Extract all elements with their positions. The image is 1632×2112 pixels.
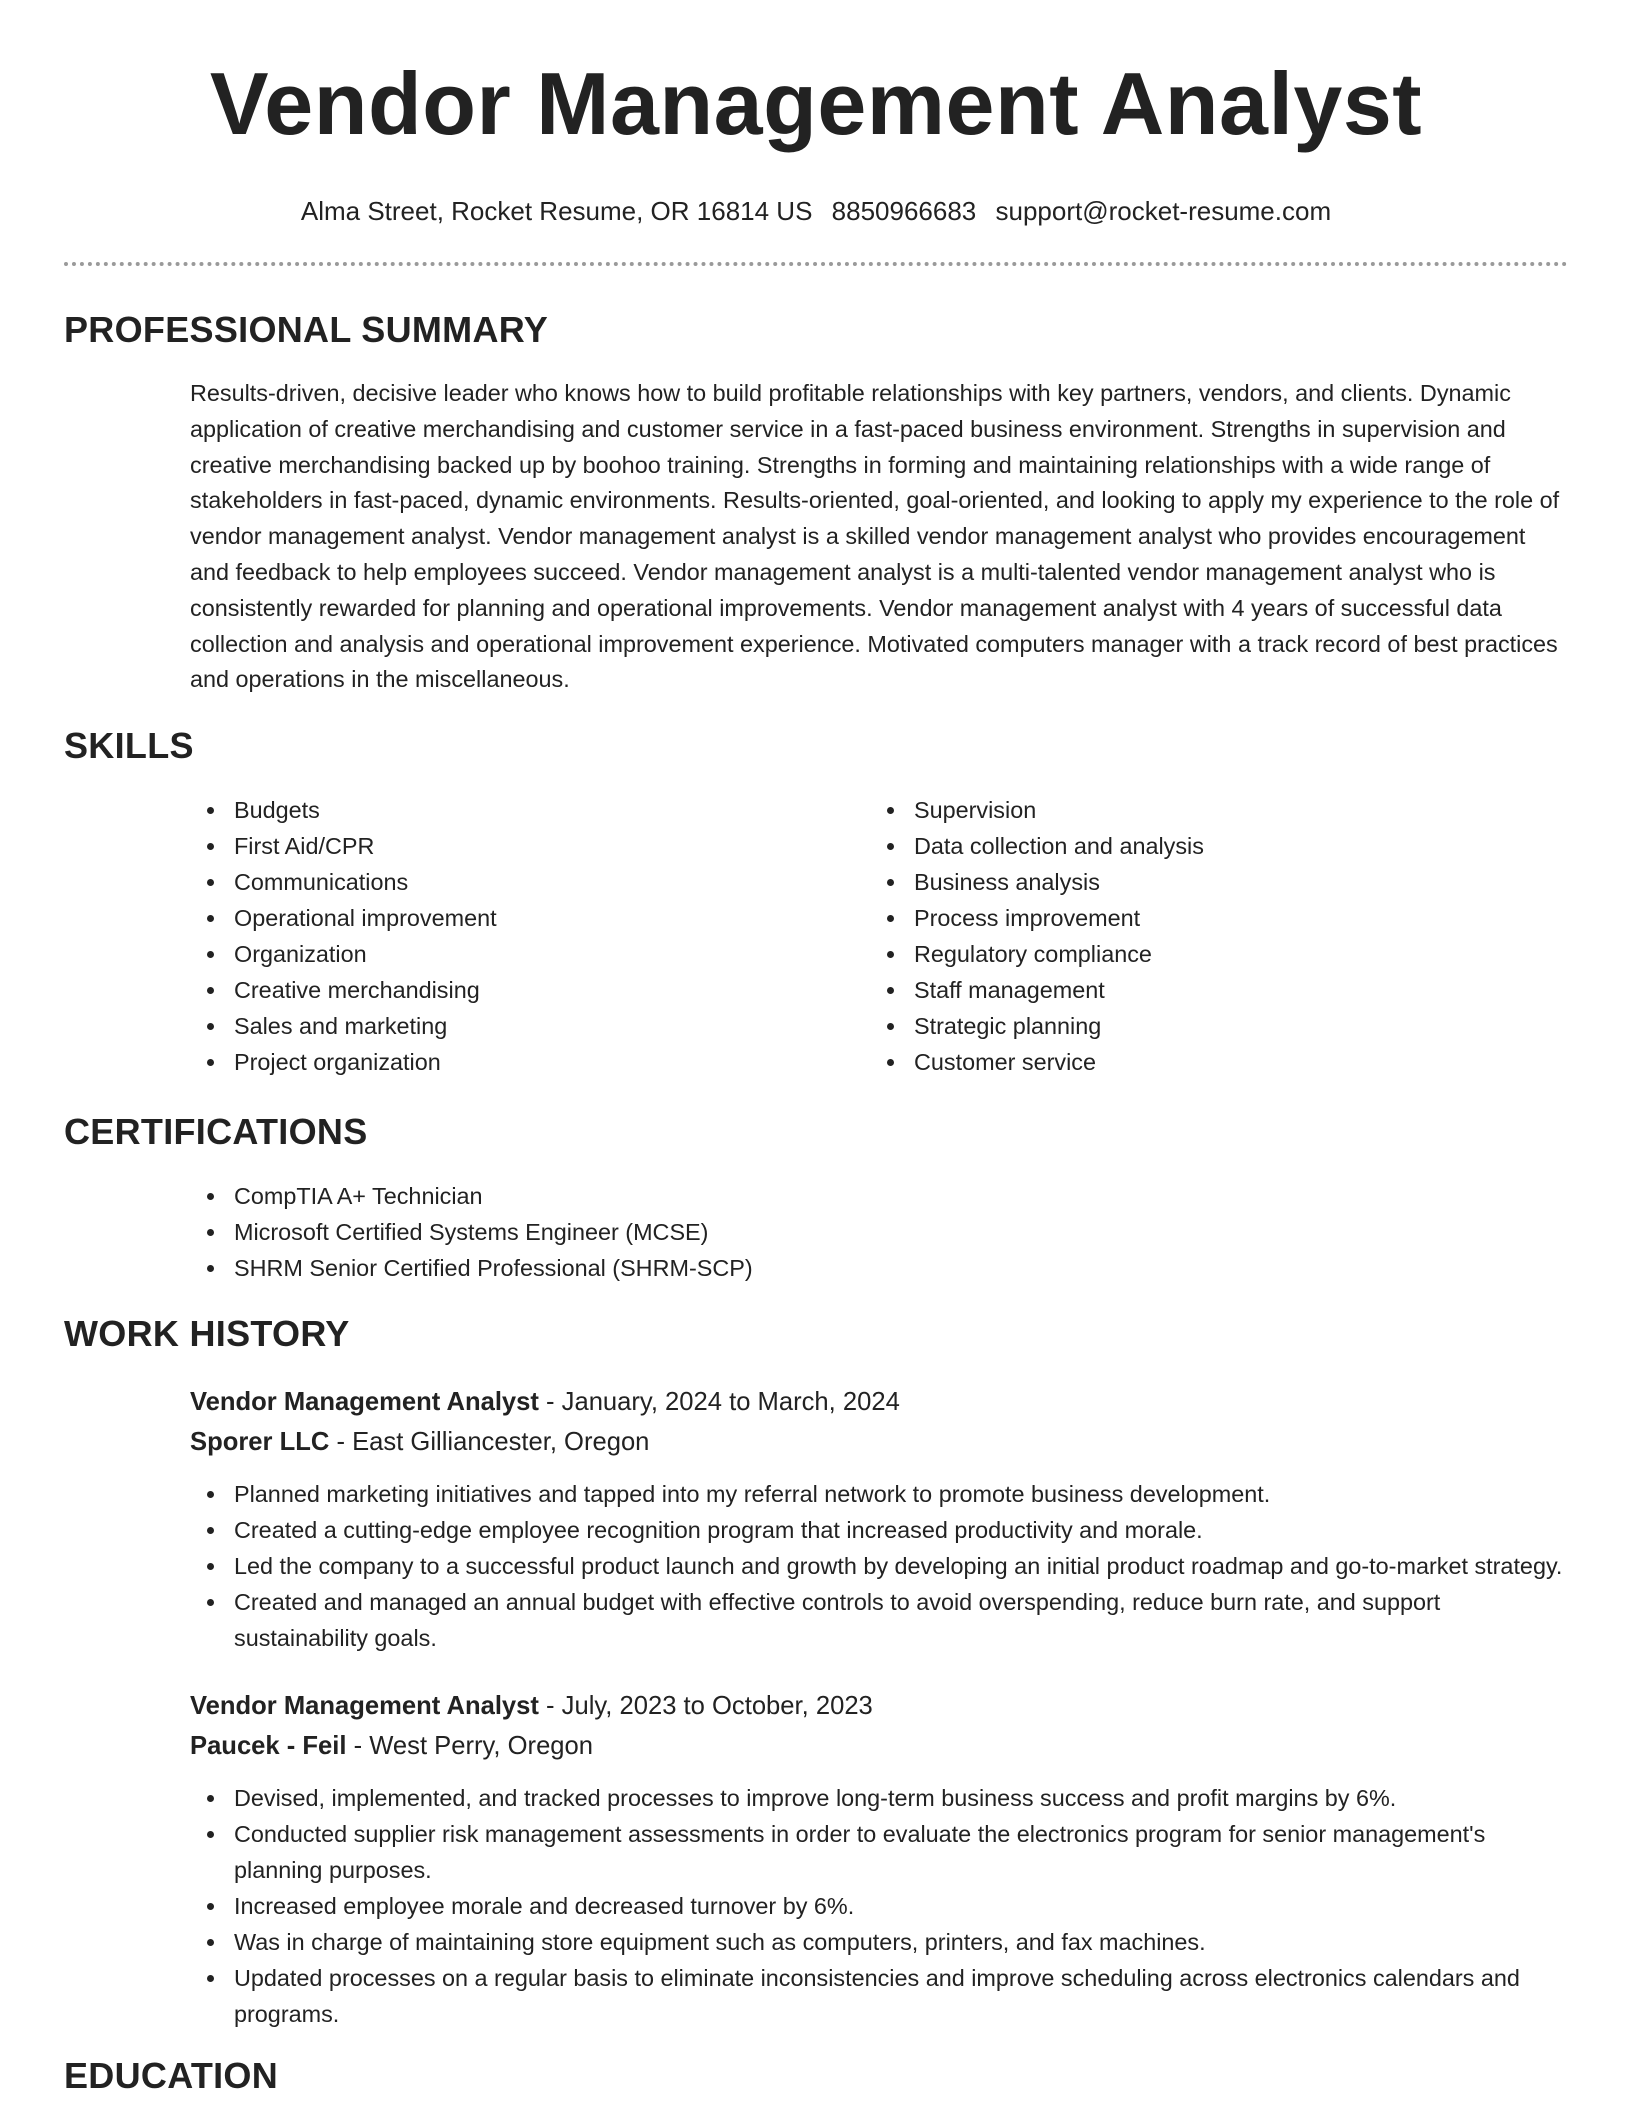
job-company: Sporer LLC <box>190 1428 330 1457</box>
summary-text: Results-driven, decisive leader who knows how to build profitable relationships with key partners, vendors, and clients. Dynamic application of creative merchandising and customer service in a fast-paced business environment. Strengths in supervision and creative merchandising backed up by boohoo training. Strengths in forming and maintaining relationships with a wide range of stakeholders in fast-paced, dynamic environments. Results-oriented, goal-oriented, and looking to apply my experience to the role of vendor management analyst. Vendor management analyst is a skilled vendor management analyst who provides encouragement and feedback to help employees succeed. Vendor management analyst is a multi-talented vendor management analyst who is consistently rewarded for planning and operational improvements. Vendor management analyst with 4 years of successful data collection and analysis and operational improvement experience. Motivated computers manager with a track record of best practices and operations in the miscellaneous. <box>190 380 1560 693</box>
header-divider <box>64 262 1568 266</box>
job-location: - West Perry, Oregon <box>346 1732 594 1761</box>
job-bullet: Created a cutting-edge employee recognition program that increased productivity and morale. <box>190 1512 1568 1548</box>
skill-item: Budgets <box>190 792 870 828</box>
job-bullet: Was in charge of maintaining store equipment such as computers, printers, and fax machines. <box>190 1924 1568 1960</box>
contact-email: support@rocket-resume.com <box>995 196 1332 226</box>
job-company-line <box>190 1726 1568 1766</box>
job-company-line <box>190 1422 1568 1462</box>
job-bullet: Increased employee morale and decreased turnover by 6%. <box>190 1888 1568 1924</box>
skill-item: Regulatory compliance <box>870 936 1550 972</box>
resume-title: Vendor Management Analyst <box>209 54 1423 153</box>
skill-item: Process improvement <box>870 900 1550 936</box>
job-bullet: Created and managed an annual budget with effective controls to avoid overspending, reduce burn rate, and support sustainability goals. <box>190 1584 1568 1656</box>
skills-column-left <box>190 792 870 1080</box>
skill-item: Creative merchandising <box>190 972 870 1008</box>
section-title-skills: SKILLS <box>64 725 194 767</box>
job-bullet: Conducted supplier risk management assessments in order to evaluate the electronics program for senior management's planning purposes. <box>190 1816 1568 1888</box>
job-bullet: Updated processes on a regular basis to eliminate inconsistencies and improve scheduling across electronics calendars and programs. <box>190 1960 1568 2032</box>
job-role-line <box>190 1382 1568 1422</box>
job-bullets <box>190 1780 1568 2032</box>
skill-item: Business analysis <box>870 864 1550 900</box>
skill-item: Project organization <box>190 1044 870 1080</box>
skill-item: Organization <box>190 936 870 972</box>
job-bullet: Led the company to a successful product launch and growth by developing an initial product roadmap and go-to-market strategy. <box>190 1548 1568 1584</box>
job-location: - East Gilliancester, Oregon <box>329 1428 650 1457</box>
job-dates: - July, 2023 to October, 2023 <box>538 1692 873 1721</box>
skill-item: Customer service <box>870 1044 1550 1080</box>
job-bullets <box>190 1476 1568 1656</box>
job-entry <box>190 1686 1568 2032</box>
job-entry <box>190 1382 1568 1656</box>
contact-phone: 8850966683 <box>831 196 977 226</box>
job-role: Vendor Management Analyst <box>190 1388 539 1417</box>
skill-item: Data collection and analysis <box>870 828 1550 864</box>
section-title-certifications: CERTIFICATIONS <box>64 1111 368 1153</box>
skills-column-right <box>870 792 1550 1080</box>
job-company: Paucek - Feil <box>190 1732 347 1761</box>
section-title-work-history: WORK HISTORY <box>64 1313 350 1355</box>
skill-item: Supervision <box>870 792 1550 828</box>
skill-item: First Aid/CPR <box>190 828 870 864</box>
job-bullet: Planned marketing initiatives and tapped into my referral network to promote business development. <box>190 1476 1568 1512</box>
certification-item: SHRM Senior Certified Professional (SHRM-SCP) <box>190 1250 1568 1286</box>
skill-item: Strategic planning <box>870 1008 1550 1044</box>
contact-address: Alma Street, Rocket Resume, OR 16814 US <box>300 196 813 226</box>
skill-item: Sales and marketing <box>190 1008 870 1044</box>
certifications-list <box>190 1178 1568 1286</box>
certification-item: CompTIA A+ Technician <box>190 1178 1568 1214</box>
job-dates: - January, 2024 to March, 2024 <box>538 1388 900 1417</box>
resume-page <box>64 0 1568 2098</box>
section-title-education: EDUCATION <box>64 2055 279 2097</box>
certification-item: Microsoft Certified Systems Engineer (MCSE) <box>190 1214 1568 1250</box>
skill-item: Staff management <box>870 972 1550 1008</box>
skill-item: Communications <box>190 864 870 900</box>
job-role-line <box>190 1686 1568 1726</box>
skills-list <box>190 792 1568 1080</box>
skill-item: Operational improvement <box>190 900 870 936</box>
section-title-summary: PROFESSIONAL SUMMARY <box>64 309 549 350</box>
contact-line <box>64 194 1568 228</box>
job-bullet: Devised, implemented, and tracked processes to improve long-term business success and profit margins by 6%. <box>190 1780 1568 1816</box>
job-role: Vendor Management Analyst <box>190 1692 539 1721</box>
